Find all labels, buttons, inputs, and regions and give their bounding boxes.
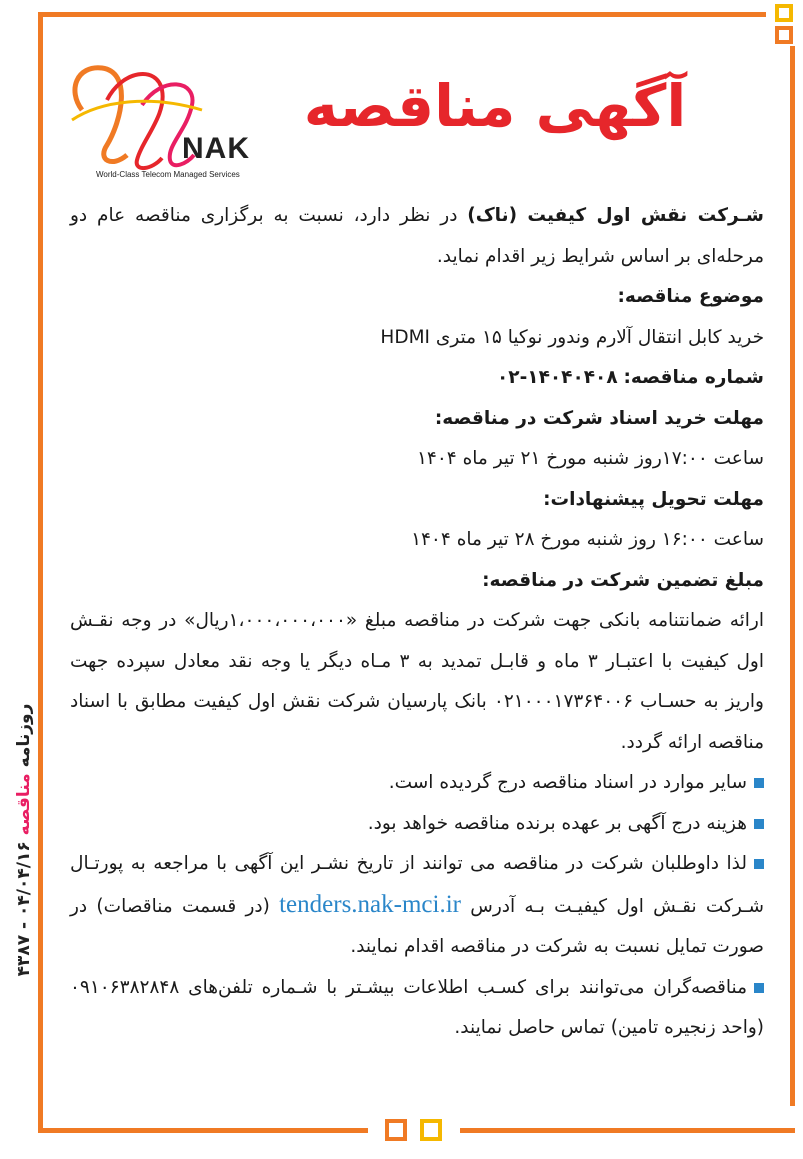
bullet-item — [70, 804, 764, 845]
bullet-square-icon — [754, 819, 764, 829]
newspaper-side-label — [8, 705, 40, 975]
portal-url-link[interactable]: tenders.nak-mci.ir — [279, 890, 461, 918]
tender-notice-body — [70, 196, 764, 1049]
logo-wordmark: NAK — [182, 132, 250, 165]
intro-text: در نظر دارد، نسبت به برگزاری مناقصه عام دو مرحله‌ای بر اساس شرایط زیر اقدام نماید. — [70, 205, 764, 267]
bullet-item — [70, 763, 764, 804]
frame-bottom-border — [38, 1128, 368, 1133]
bullet-square-icon — [754, 778, 764, 788]
frame-right-border — [790, 46, 795, 1106]
portal-text-pre: لذا داوطلبان شرکت در مناقصه می توانند از تاریخ نشـر این آگهی با مراجعه به پورتـال شـرکت نقـش اول کیفیـت بـه آدرس — [70, 853, 764, 917]
guarantee-text: ارائه ضمانتنامه بانکی جهت شرکت در مناقصه مبلغ «۱،۰۰۰،۰۰۰،۰۰۰ریال» در وجه نقـش اول کیفیت با اعتبـار ۳ ماه و قابـل تمدید به ۳ مـاه دیگر یا وجه نقد معادل سپرده جهت واریز به حسـاب ۰۲۱۰۰۰۱۷۳۶۴۰۰۶ بانک پارسیان شرکت نقش اول کیفیت مطابق با اسناد مناقصه ارائه گردد. — [70, 610, 765, 753]
intro-paragraph — [70, 196, 764, 277]
frame-bottom-border-right — [460, 1128, 795, 1133]
purchase-deadline-label: مهلت خرید اسناد شرکت در مناقصه: — [434, 407, 764, 429]
side-label-text — [14, 704, 34, 977]
bullet-square-icon — [754, 859, 764, 869]
contact-text: مناقصه‌گران می‌توانند برای کسـب اطلاعات بیشـتر با شـماره تلفن‌های ۰۹۱۰۶۳۸۲۸۴۸ (واحد زنجیره تامین) تماس حاصل نمایند. — [70, 976, 764, 1038]
side-label-issue: ۰۴/۰۴/۱۶ - ۴۳۸۷ — [14, 841, 34, 977]
page-title: آگهی مناقصه — [303, 72, 687, 140]
purchase-deadline-text: ساعت ۱۷:۰۰روز شنبه مورخ ۲۱ تیر ماه ۱۴۰۴ — [416, 448, 764, 469]
corner-square-bottom-2 — [420, 1119, 442, 1141]
tender-number-line — [70, 358, 764, 399]
portal-text-post: (در قسمت مناقصات) در صورت تمایل نسبت به شرکت در مناقصه اقدام نمایند. — [70, 895, 764, 957]
submission-deadline-label: مهلت تحویل پیشنهادات: — [543, 488, 764, 510]
corner-square-top-2 — [775, 26, 793, 44]
bullet-text: هزینه درج آگهی بر عهده برنده مناقصه خواهد بود. — [367, 812, 747, 834]
corner-square-top — [775, 4, 793, 22]
contact-paragraph — [70, 968, 764, 1049]
subject-text: خرید کابل انتقال آلارم وندور نوکیا ۱۵ متری HDMI — [380, 326, 764, 348]
bullet-text: سایر موارد در اسناد مناقصه درج گردیده است. — [388, 772, 747, 793]
tender-number-value: ۱۴۰۴۰۴۰۸-۰۲ — [497, 367, 618, 388]
frame-top-border — [38, 12, 766, 17]
side-label-prefix: روزنامه — [14, 703, 34, 768]
tender-number-label: شماره مناقصه: — [623, 367, 764, 388]
subject-label: موضوع مناقصه: — [617, 286, 764, 307]
side-label-brand: مناقصه — [14, 773, 34, 836]
corner-square-bottom-1 — [385, 1119, 407, 1141]
logo-tagline: World-Class Telecom Managed Services — [96, 170, 240, 179]
guarantee-label: مبلغ تضمین شرکت در مناقصه: — [482, 569, 764, 591]
bullet-square-icon — [754, 983, 764, 993]
portal-paragraph — [70, 844, 764, 968]
submission-deadline-text: ساعت ۱۶:۰۰ روز شنبه مورخ ۲۸ تیر ماه ۱۴۰۴ — [411, 529, 764, 550]
company-name: شـرکت نقش اول کیفیت (ناک) — [467, 205, 764, 226]
